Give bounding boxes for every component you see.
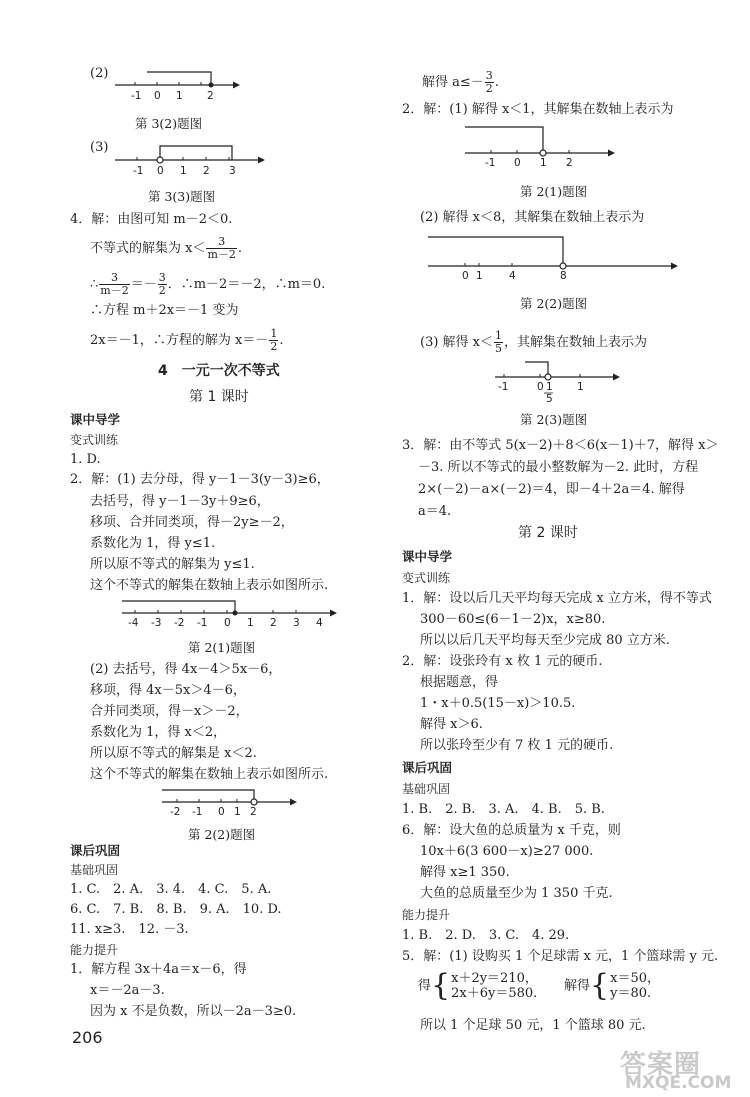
answer-line: 300－60≤(6－1－2)x，x≥80. xyxy=(420,612,606,627)
tick-label: 3 xyxy=(229,165,236,177)
answer-line: a＝4. xyxy=(418,504,452,519)
answer-line: 1．解方程 3x＋4a＝x－6，得 xyxy=(70,962,247,977)
tick-label: 1 xyxy=(577,381,584,393)
tick-label: 1 xyxy=(180,165,187,177)
tick-label: 0 xyxy=(218,806,225,818)
answer-line: 这个不等式的解集在数轴上表示如图所示. xyxy=(90,578,329,593)
answer-line: 所以以后几天平均每天至少完成 80 立方米. xyxy=(420,633,670,648)
answer-line: 1. D. xyxy=(70,452,101,467)
section-title: 4 一元一次不等式 xyxy=(158,363,280,379)
answer-line: 2．解：设张玲有 x 枚 1 元的硬币. xyxy=(402,654,603,669)
tick-label: 0 xyxy=(537,381,544,393)
tick-label: 2 xyxy=(250,806,257,818)
answer-line: －3. 所以不等式的最小整数解为－2. 此时，方程 xyxy=(418,460,699,475)
tick-fraction-denominator: 5 xyxy=(546,393,553,405)
answer-line: 移项、合并同类项，得－2y≥－2， xyxy=(90,515,294,530)
answer-line: 所以原不等式的解集为 y≤1. xyxy=(90,557,255,572)
answer-line: (3) 解得 x＜ $\frac{1}{5}$ ，其解集在数轴上表示为 xyxy=(420,329,648,355)
figure-caption: 第 3(2)题图 xyxy=(135,116,203,131)
answer-line: 1. C. 2. A. 3. 4. 4. C. 5. A. xyxy=(70,882,272,897)
answer-line: 系数化为 1，得 x＜2， xyxy=(90,725,227,740)
tick-label: 0 xyxy=(154,90,161,102)
subsection-heading: 能力提升 xyxy=(70,943,119,957)
answer-line: 所以 1 个足球 50 元，1 个篮球 80 元. xyxy=(420,1018,646,1033)
answer-line: ∴ $\frac{3}{m-2}$ ＝－ $\frac{3}{2}$ ．∴m－2＝－2，∴m＝0. xyxy=(90,271,326,297)
watermark-logo: 答案圈 xyxy=(620,1050,702,1080)
figure-caption: 第 2(2)题图 xyxy=(188,827,256,842)
tick-label: 1 xyxy=(476,270,483,282)
equation-system-line: 得{ x＋2y＝210， 2x＋6y＝580. 解得{ x＝50， y＝80. xyxy=(418,968,660,1003)
answer-line: 2．解：(1) 去分母，得 y－1－3(y－3)≥6， xyxy=(70,472,330,487)
number-line-figure-2-3b xyxy=(495,355,620,405)
tick-label: -2 xyxy=(170,806,181,818)
number-line-figure-2-1b xyxy=(465,122,615,170)
tick-label: 3 xyxy=(293,617,300,629)
answer-line: (2) 去括号，得 4x－4＞5x－6， xyxy=(90,662,282,677)
answer-line: 不等式的解集为 x＜ $\frac{3}{m-2}$ . xyxy=(90,235,243,261)
answer-line: 这个不等式的解集在数轴上表示如图所示. xyxy=(90,767,329,782)
tick-label: 1 xyxy=(247,617,254,629)
left-brace-icon: { xyxy=(431,968,451,1003)
number-line-figure-2-2a xyxy=(162,784,297,819)
subsection-heading: 变式训练 xyxy=(70,433,119,447)
tick-label: 1 xyxy=(234,806,241,818)
answer-line: x＝－2a－3. xyxy=(90,983,165,998)
tick-label: 2 xyxy=(207,90,214,102)
answer-line: 所以原不等式的解集是 x＜2. xyxy=(90,746,257,761)
answer-line: 2．解：(1) 解得 x＜1，其解集在数轴上表示为 xyxy=(402,102,674,117)
answer-line: 1・x＋0.5(15－x)＞10.5. xyxy=(420,696,576,711)
number-line-figure-2-2b xyxy=(428,235,678,283)
answer-line: 2×(－2)－a×(－2)＝4，即－4＋2a＝4. 解得 xyxy=(418,482,685,497)
figure-caption: 第 2(3)题图 xyxy=(520,412,588,427)
answer-line: 所以张玲至少有 7 枚 1 元的硬币. xyxy=(420,738,614,753)
answer-line: 1. B. 2. B. 3. A. 4. B. 5. B. xyxy=(402,802,605,817)
answer-line: 5．解：(1) 设购买 1 个足球需 x 元，1 个篮球需 y 元. xyxy=(402,949,719,964)
section-heading: 课后巩固 xyxy=(70,843,121,858)
figure-caption: 第 2(2)题图 xyxy=(520,296,588,311)
answer-line: 移项，得 4x－5x＞4－6， xyxy=(90,683,246,698)
tick-label: -1 xyxy=(485,157,496,169)
subsection-heading: 基础巩固 xyxy=(70,863,119,877)
figure-label: (3) xyxy=(90,140,109,155)
answer-line: 10x＋6(3 600－x)≥27 000. xyxy=(420,844,594,859)
lesson-title: 第 2 课时 xyxy=(518,525,578,541)
subsection-heading: 变式训练 xyxy=(402,571,451,585)
answer-line: 根据题意，得 xyxy=(420,675,499,690)
section-heading: 课后巩固 xyxy=(402,760,453,775)
tick-label: 0 xyxy=(224,617,231,629)
tick-fraction-numerator: 1 xyxy=(546,381,553,393)
answer-line: 6. C. 7. B. 8. B. 9. A. 10. D. xyxy=(70,902,282,917)
tick-label: 2 xyxy=(270,617,277,629)
answer-line: 11. x≥3. 12. －3. xyxy=(70,922,189,937)
answer-line: 1．解：设以后几天平均每天完成 x 立方米，得不等式 xyxy=(402,591,712,606)
subsection-heading: 能力提升 xyxy=(402,908,451,922)
figure-caption: 第 2(1)题图 xyxy=(520,184,588,199)
number-line-figure-3-2 xyxy=(115,62,240,102)
answer-line: (2) 解得 x＜8，其解集在数轴上表示为 xyxy=(420,210,645,225)
tick-label: 4 xyxy=(509,270,516,282)
answer-line: 解得 x≥1 350. xyxy=(420,865,510,880)
tick-label: -1 xyxy=(498,381,509,393)
tick-label: -2 xyxy=(174,617,185,629)
page-number: 206 xyxy=(72,1028,103,1047)
tick-label: 0 xyxy=(462,270,469,282)
tick-label: 4 xyxy=(316,617,323,629)
tick-label: 2 xyxy=(203,165,210,177)
answer-line: 解得 a≤－ $\frac{3}{2}$ . xyxy=(422,69,499,95)
tick-label: -1 xyxy=(197,617,208,629)
tick-label: -1 xyxy=(131,90,142,102)
answer-line: 6．解：设大鱼的总质量为 x 千克，则 xyxy=(402,823,621,838)
number-line-figure-2-1a xyxy=(122,595,337,630)
tick-label: 1 xyxy=(176,90,183,102)
answer-line: 3．解：由不等式 5(x－2)＋8＜6(x－1)＋7，解得 x＞ xyxy=(402,438,719,453)
tick-label: 0 xyxy=(157,165,164,177)
tick-label: 2 xyxy=(566,157,573,169)
tick-label: -4 xyxy=(128,617,139,629)
watermark-url: MXQE.COM xyxy=(625,1073,732,1093)
answer-line: 1. B. 2. D. 3. C. 4. 29. xyxy=(402,928,570,943)
section-heading: 课中导学 xyxy=(70,412,121,427)
tick-label: 8 xyxy=(560,270,567,282)
answer-line: 去括号，得 y－1－3y＋9≥6， xyxy=(90,494,270,509)
tick-label: -1 xyxy=(133,165,144,177)
subsection-heading: 基础巩固 xyxy=(402,782,451,796)
answer-line: ∴方程 m＋2x＝－1 变为 xyxy=(90,303,239,318)
answer-line: 系数化为 1，得 y≤1. xyxy=(90,536,216,551)
answer-line: 2x＝－1，∴方程的解为 x＝－ $\frac{1}{2}$ . xyxy=(90,327,284,353)
figure-caption: 第 3(3)题图 xyxy=(148,189,216,204)
tick-label: 1 xyxy=(540,157,547,169)
tick-label: 0 xyxy=(514,157,521,169)
tick-label: -3 xyxy=(151,617,162,629)
lesson-title: 第 1 课时 xyxy=(189,389,249,405)
figure-caption: 第 2(1)题图 xyxy=(188,640,256,655)
answer-line: 合并同类项，得－x＞－2， xyxy=(90,704,249,719)
answer-line: 大鱼的总质量至少为 1 350 千克. xyxy=(420,886,613,901)
answer-line: 因为 x 不是负数，所以－2a－3≥0. xyxy=(90,1004,297,1019)
left-brace-icon: { xyxy=(590,968,610,1003)
section-heading: 课中导学 xyxy=(402,549,453,564)
answer-line: 4．解：由图可知 m－2＜0. xyxy=(70,212,233,227)
number-line-figure-3-3 xyxy=(115,138,265,178)
tick-label: -1 xyxy=(192,806,203,818)
answer-line: 解得 x＞6. xyxy=(420,717,483,732)
figure-label: (2) xyxy=(90,66,109,81)
